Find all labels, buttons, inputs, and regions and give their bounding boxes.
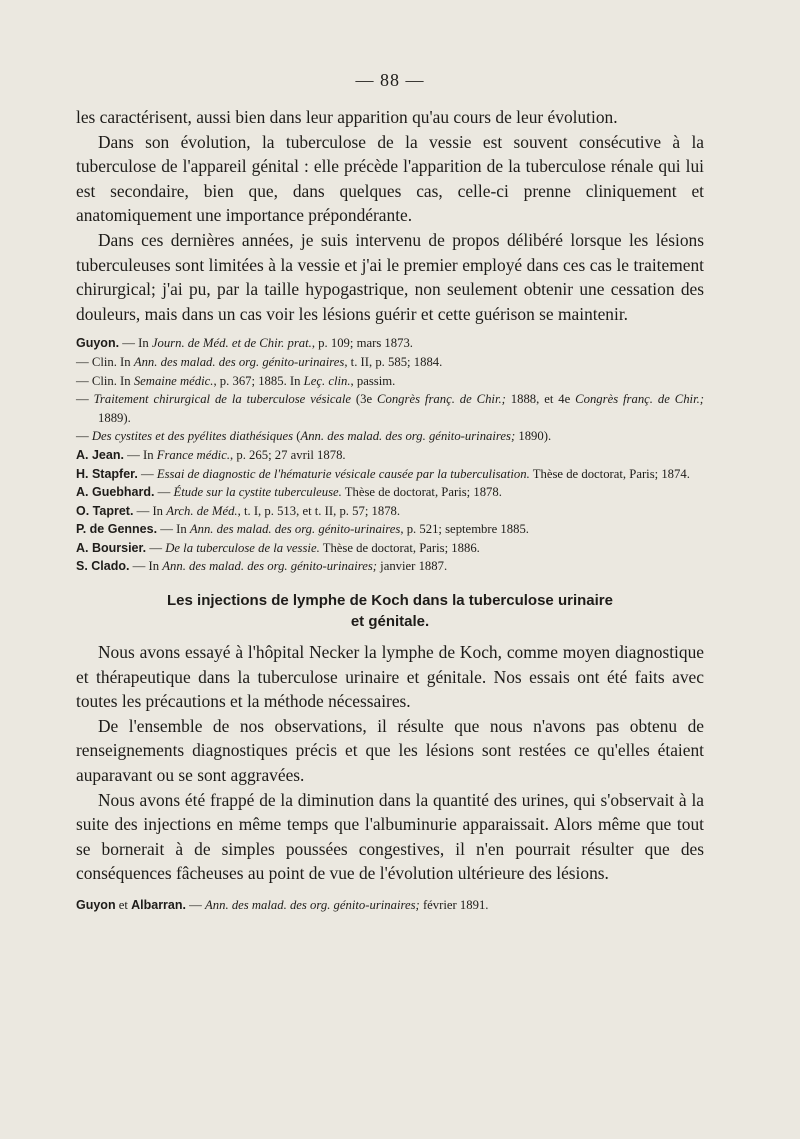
citation-title: Leç. clin. <box>303 373 351 388</box>
citation-author: A. Jean. <box>76 447 124 462</box>
citation-author: A. Guebhard. <box>76 485 155 500</box>
citation-author: O. Tapret. <box>76 503 134 518</box>
bibliography-entry <box>76 446 704 465</box>
citation-title: Des cystites et des pyélites diathésiques <box>91 429 294 444</box>
section-heading <box>76 590 704 632</box>
citation-title: Ann. des malad. des org. génito-urinaires; <box>300 429 516 444</box>
citation-author: Guyon <box>76 898 116 912</box>
bibliography-entry <box>76 557 704 576</box>
page-number: — 88 — <box>355 70 425 90</box>
final-reference <box>76 896 704 915</box>
citation-title: Ann. des malad. des org. génito-urinaires <box>189 522 401 537</box>
citation-text: — <box>186 898 206 912</box>
bibliography-entry <box>76 427 704 446</box>
citation-title: Ann. des malad. des org. génito-urinaires <box>133 354 345 369</box>
citation-title: Étude sur la cystite tuberculeuse. <box>173 485 342 500</box>
paragraph: les caractérisent, aussi bien dans leur apparition qu'au cours de leur évolution. <box>76 107 618 127</box>
citation-text: , p. 367; 1885. In <box>213 373 304 388</box>
citation-text: — Clin. In <box>76 354 134 369</box>
citation-text: ( <box>293 429 301 444</box>
paragraph: Nous avons essayé à l'hôpital Necker la lymphe de Koch, comme moyen diagnostique et thérapeutique dans la tuberculose urinaire et génitale. Nos essais ont été faits avec toutes les précautions et la méthode nécessaires. <box>76 642 704 712</box>
citation-title: Journ. de Méd. et de Chir. prat. <box>151 336 312 351</box>
body-text-top <box>76 105 704 326</box>
citation-text: — <box>137 466 157 481</box>
citation-text: , t. II, p. 585; 1884. <box>344 354 443 369</box>
citation-title: Essai de diagnostic de l'hématurie vésicale causée par la tuberculisation. <box>156 466 530 481</box>
citation-text: — In <box>123 447 157 462</box>
citation-text: (3e <box>351 392 378 407</box>
citation-text: — <box>76 392 94 407</box>
paragraph: De l'ensemble de nos observations, il résulte que nous n'avons pas obtenu de renseignements diagnostiques précis et que les lésions sont restées ce qu'elles étaient auparavant ou se sont aggravées. <box>76 715 704 786</box>
citation-author: P. de Gennes. <box>76 522 158 537</box>
citation-title: Ann. des malad. des org. génito-urinaires; <box>205 898 420 912</box>
bibliography-entry <box>76 465 704 484</box>
citation-author: S. Clado. <box>76 559 130 574</box>
bibliography-list <box>76 334 704 576</box>
bibliography-entry <box>76 390 704 427</box>
citation-title: Traitement chirurgical de la tuberculose vésicale <box>93 392 352 407</box>
citation-text: février 1891. <box>419 898 489 912</box>
citation-title: Congrès franç. de Chir.; <box>575 392 704 407</box>
citation-text: — In <box>119 336 152 351</box>
citation-title: Congrès franç. de Chir.; <box>377 392 506 407</box>
citation-text: Thèse de doctorat, Paris; 1878. <box>341 485 502 500</box>
paragraph: Dans ces dernières années, je suis intervenu de propos délibéré lorsque les lésions tuberculeuses sont limitées à la vessie et j'ai le premier employé dans ces cas le traitement chirurgical; j'ai pu, par la taille hypogastrique, non seulement obtenir une cessation des douleurs, mais dans un cas voir les lésions guérir et cette guérison se maintenir. <box>76 229 704 324</box>
citation-title: Arch. de Méd. <box>166 503 238 518</box>
citation-text: , passim. <box>350 373 396 388</box>
citation-text: — Clin. In <box>76 373 134 388</box>
citation-author: Albarran. <box>131 898 186 912</box>
citation-text: , t. I, p. 513, et t. II, p. 57; 1878. <box>237 503 401 518</box>
citation-author: Guyon. <box>76 336 120 351</box>
citation-text: — In <box>133 503 167 518</box>
citation-text: Thèse de doctorat, Paris; 1886. <box>319 540 480 555</box>
citation-text: , p. 265; 27 avril 1878. <box>230 447 346 462</box>
citation-title: Semaine médic. <box>133 373 214 388</box>
bibliography-entry <box>76 483 704 502</box>
paragraph: Nous avons été frappé de la diminution dans la quantité des urines, qui s'observait à la suite des injections en même temps que l'albuminurie apparaissait. Alors même que tout se bornerait à de simples poussées congestives, il n'en pourrait résulter que des conséquences fâcheuses au point de vue de l'évolution ultérieure des lésions. <box>76 789 704 884</box>
citation-text: — <box>154 485 174 500</box>
citation-text: , p. 521; septembre 1885. <box>400 522 529 537</box>
section-heading-line1: Les injections de lymphe de Koch dans la tuberculose urinaire <box>167 592 613 610</box>
citation-title: France médic. <box>156 447 230 462</box>
bibliography-entry <box>76 372 704 391</box>
body-text-bottom <box>76 640 704 886</box>
citation-text: — <box>146 540 166 555</box>
citation-text: 1890). <box>515 429 552 444</box>
citation-text: et <box>115 898 132 912</box>
bibliography-entry <box>76 539 704 558</box>
citation-text: Thèse de doctorat, Paris; 1874. <box>529 466 690 481</box>
citation-author: A. Boursier. <box>76 540 147 555</box>
bibliography-entry <box>76 520 704 539</box>
citation-text: 1888, et 4e <box>505 392 576 407</box>
citation-text: , p. 109; mars 1873. <box>311 336 413 351</box>
citation-text: — <box>76 429 92 444</box>
citation-author: H. Stapfer. <box>76 466 138 481</box>
citation-title: Ann. des malad. des org. génito-urinaires; <box>162 559 377 574</box>
citation-text: — In <box>157 522 190 537</box>
bibliography-entry <box>76 353 704 372</box>
citation-text: janvier 1887. <box>377 559 448 574</box>
citation-title: De la tuberculose de la vessie. <box>165 540 320 555</box>
bibliography-entry <box>76 334 704 353</box>
page-content <box>76 70 704 915</box>
section-heading-line2: et génitale. <box>350 613 430 631</box>
citation-text: 1889). <box>98 410 131 425</box>
paragraph: Dans son évolution, la tuberculose de la vessie est souvent consécutive à la tuberculose de l'appareil génital : elle précède l'apparition de la tuberculose rénale qui lui est secondaire, bien que, dans quelques cas, celle-ci prenne cliniquement et anatomiquement une importance prépondérante. <box>76 131 704 226</box>
bibliography-entry <box>76 502 704 521</box>
citation-text: — In <box>129 559 163 574</box>
